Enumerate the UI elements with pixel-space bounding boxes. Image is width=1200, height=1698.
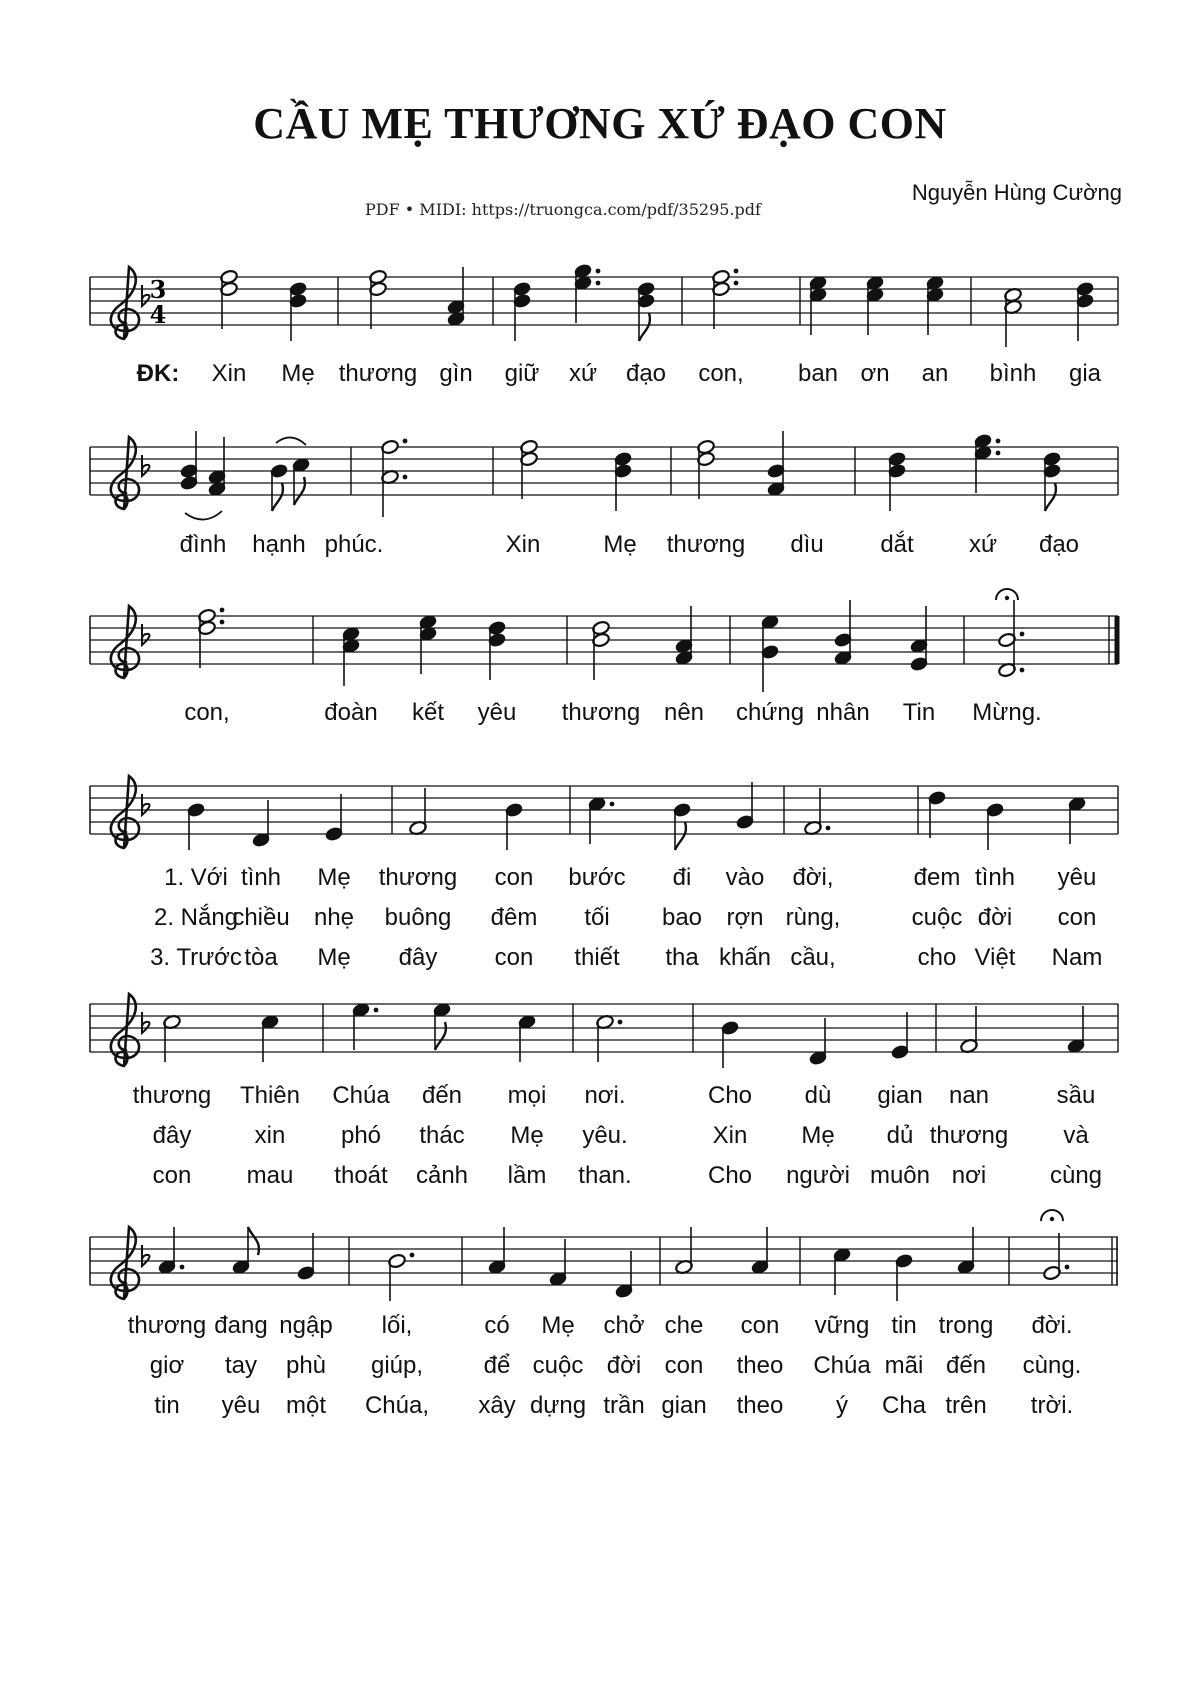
treble-clef-icon	[111, 267, 139, 339]
lyric-word: tay	[224, 1352, 258, 1379]
lyric-word: yêu	[221, 1392, 261, 1419]
lyric-word: đang	[214, 1312, 268, 1339]
treble-clef-icon	[111, 1227, 139, 1299]
lyric-word: mọi	[507, 1082, 547, 1109]
dot	[734, 281, 739, 286]
lyric-word: cuộc	[532, 1352, 584, 1379]
lyric-word: an	[921, 360, 949, 387]
lyric-word: kết	[411, 699, 445, 726]
lyric-word: xứ	[968, 531, 998, 558]
eighth-flag	[248, 1227, 259, 1255]
lyric-word: đêm	[490, 904, 538, 931]
dot	[374, 1008, 379, 1013]
lyric-word: cho	[917, 944, 957, 971]
lyric-word: Chúa	[813, 1352, 871, 1379]
lyric-word: trong	[938, 1312, 994, 1339]
lyric-word: đi	[672, 864, 692, 891]
lyric-word: đây	[152, 1122, 192, 1149]
lyric-word: mau	[246, 1162, 294, 1189]
slur	[185, 511, 222, 520]
lyric-word: Mẹ	[801, 1122, 835, 1149]
dot	[596, 281, 601, 286]
lyric-word: khấn	[718, 944, 772, 971]
lyric-word: thoát	[334, 1162, 388, 1189]
lyric-word: than.	[578, 1162, 632, 1189]
lyric-word: đây	[398, 944, 438, 971]
dot	[996, 451, 1001, 456]
lyric-word: hạnh	[252, 531, 306, 558]
lyric-word: xứ	[568, 360, 598, 387]
lyric-word: cảnh	[415, 1162, 469, 1189]
eighth-flag	[294, 477, 305, 505]
lyric-word: vững	[814, 1312, 870, 1339]
lyric-word: nơi.	[584, 1082, 626, 1109]
lyric-word: sầu	[1056, 1082, 1096, 1109]
flat-key-signature-icon	[142, 624, 149, 645]
lyric-word: yêu.	[582, 1122, 628, 1149]
lyric-word: chiều	[232, 904, 290, 931]
lyric-word: tin	[891, 1312, 917, 1339]
lyric-word: Cho	[707, 1162, 753, 1189]
slur	[276, 437, 306, 445]
lyric-word: bình	[989, 360, 1037, 387]
lyric-word: Mẹ	[510, 1122, 544, 1149]
eighth-flag	[675, 822, 686, 850]
lyric-word: lầm	[507, 1162, 547, 1189]
lyric-word: Mừng.	[972, 699, 1042, 726]
dot	[220, 620, 225, 625]
lyric-word: mãi	[884, 1352, 924, 1379]
lyric-word: đến	[945, 1352, 987, 1379]
lyric-word: rợn	[726, 904, 764, 931]
lyric-word: ban	[797, 360, 839, 387]
lyric-word: nan	[948, 1082, 990, 1109]
lyric-word: vào	[725, 864, 765, 891]
lyric-word: đoàn	[324, 699, 378, 726]
lyric-word: phù	[285, 1352, 327, 1379]
lyric-word: con,	[184, 699, 230, 726]
lyric-word: 1. Với	[164, 864, 228, 891]
lyric-word: đạo	[625, 360, 667, 387]
lyric-word: dìu	[790, 531, 824, 558]
lyric-word: và	[1063, 1122, 1089, 1149]
dot	[826, 826, 831, 831]
treble-clef-icon	[111, 994, 139, 1066]
lyric-word: Chúa,	[364, 1392, 430, 1419]
dot	[1020, 668, 1025, 673]
lyric-word: gìn	[439, 360, 473, 387]
lyric-word: gian	[661, 1392, 707, 1419]
lyric-word: thương	[378, 864, 458, 891]
eighth-flag	[272, 483, 283, 511]
lyric-word: gian	[877, 1082, 923, 1109]
lyric-word: giữ	[504, 360, 540, 387]
lyric-word: thương	[338, 360, 418, 387]
eighth-flag	[435, 1022, 446, 1050]
treble-clef-icon	[111, 776, 139, 848]
dot	[1020, 632, 1025, 637]
lyric-word: Xin	[712, 1122, 748, 1149]
lyric-word: yêu	[1057, 864, 1097, 891]
lyric-word: tòa	[244, 944, 278, 971]
lyric-word: phó	[340, 1122, 382, 1149]
dot	[403, 475, 408, 480]
lyric-word: bước	[568, 864, 626, 891]
lyric-word: cùng	[1049, 1162, 1103, 1189]
lyric-word: Mẹ	[281, 360, 315, 387]
dot	[996, 439, 1001, 444]
lyric-word: giơ	[149, 1352, 185, 1379]
lyric-word: dù	[804, 1082, 832, 1109]
flat-key-signature-icon	[142, 794, 149, 815]
lyric-word: con	[494, 944, 534, 971]
treble-clef-icon	[111, 606, 139, 678]
dot	[610, 802, 615, 807]
lyric-word: lối,	[381, 1312, 413, 1339]
lyric-word: phúc.	[324, 531, 384, 558]
lyric-word: nên	[663, 699, 705, 726]
lyric-word: chứng	[735, 699, 805, 726]
lyric-word: đạo	[1038, 531, 1080, 558]
lyric-word: thương	[929, 1122, 1009, 1149]
lyric-word: trần	[603, 1392, 645, 1419]
lyric-word: muôn	[869, 1162, 931, 1189]
lyric-word: nhẹ	[313, 904, 355, 931]
dot	[1065, 1265, 1070, 1270]
lyric-word: theo	[736, 1392, 784, 1419]
lyric-word: dựng	[529, 1392, 587, 1419]
lyric-word: đời	[977, 904, 1013, 931]
lyric-word: nhân	[816, 699, 870, 726]
lyric-word: thiết	[574, 944, 620, 971]
lyric-word: con,	[698, 360, 744, 387]
flat-key-signature-icon	[142, 1245, 149, 1266]
lyric-word: Mẹ	[317, 864, 351, 891]
lyric-word: Mẹ	[603, 531, 637, 558]
lyric-word: thương	[132, 1082, 212, 1109]
lyric-word: dủ	[886, 1122, 914, 1149]
pdf-midi-link[interactable]: PDF • MIDI: https://truongca.com/pdf/35295.pdf	[365, 200, 761, 219]
lyric-word: Xin	[505, 531, 541, 558]
fermata-dot	[1005, 596, 1009, 600]
lyric-word: con	[1057, 904, 1097, 931]
lyric-word: buông	[384, 904, 452, 931]
dot	[403, 439, 408, 444]
lyric-word: con	[740, 1312, 780, 1339]
lyric-word: thương	[127, 1312, 207, 1339]
flat-key-signature-icon	[142, 1012, 149, 1033]
lyric-word: cùng.	[1022, 1352, 1082, 1379]
lyric-word: Cha	[881, 1392, 927, 1419]
lyric-word: xây	[478, 1392, 516, 1419]
lyric-word: ngập	[279, 1312, 333, 1339]
time-signature-bottom: 4	[149, 300, 167, 329]
lyric-word: Mẹ	[541, 1312, 575, 1339]
lyric-word: Việt	[974, 944, 1016, 971]
lyric-word: thương	[561, 699, 641, 726]
lyric-word: chở	[603, 1312, 645, 1339]
fermata-dot	[1050, 1217, 1054, 1221]
lyric-word: để	[483, 1352, 511, 1379]
lyric-word: có	[484, 1312, 510, 1339]
lyric-word: đem	[913, 864, 961, 891]
lyric-word: đời	[606, 1352, 642, 1379]
lyric-word: cầu,	[790, 944, 836, 971]
lyric-word: nơi	[951, 1162, 987, 1189]
lyric-word: gia	[1068, 360, 1102, 387]
lyric-word: 2. Nắng	[153, 904, 239, 931]
lyric-word: dắt	[880, 531, 914, 558]
lyric-word: rùng,	[785, 904, 841, 931]
lyric-word: bao	[661, 904, 703, 931]
lyric-word: người	[786, 1162, 850, 1189]
dot	[410, 1253, 415, 1258]
lyric-word: trên	[945, 1392, 987, 1419]
lyric-word: Thiên	[239, 1082, 301, 1109]
lyric-word: Cho	[707, 1082, 753, 1109]
lyric-word: thác	[419, 1122, 465, 1149]
lyric-word: đời,	[792, 864, 834, 891]
lyric-word: ý	[836, 1392, 848, 1419]
lyric-word: tha	[665, 944, 699, 971]
dot	[596, 269, 601, 274]
refrain-label: ĐK:	[136, 360, 180, 387]
lyric-word: trời.	[1030, 1392, 1074, 1419]
eighth-flag	[639, 313, 650, 341]
song-title: CẦU MẸ THƯƠNG XỨ ĐẠO CON	[253, 99, 947, 148]
lyric-word: che	[664, 1312, 704, 1339]
lyric-word: giúp,	[370, 1352, 424, 1379]
lyric-word: một	[285, 1392, 327, 1419]
lyric-word: tối	[584, 904, 610, 931]
lyric-word: tình	[240, 864, 282, 891]
lyric-word: con	[664, 1352, 704, 1379]
lyric-word: đình	[179, 531, 227, 558]
lyric-word: 3. Trước	[150, 944, 242, 971]
lyric-word: Mẹ	[317, 944, 351, 971]
lyric-word: yêu	[477, 699, 517, 726]
treble-clef-icon	[111, 437, 139, 509]
lyric-word: Nam	[1051, 944, 1103, 971]
lyric-word: Xin	[211, 360, 247, 387]
dot	[618, 1020, 623, 1025]
dot	[180, 1265, 185, 1270]
dot	[220, 608, 225, 613]
lyric-word: cuộc	[911, 904, 963, 931]
eighth-flag	[1045, 483, 1056, 511]
dot	[734, 269, 739, 274]
lyric-word: con	[494, 864, 534, 891]
lyric-word: theo	[736, 1352, 784, 1379]
flat-key-signature-icon	[142, 285, 149, 306]
lyric-word: tin	[154, 1392, 180, 1419]
lyric-word: ơn	[860, 360, 890, 387]
lyric-word: Chúa	[332, 1082, 390, 1109]
time-signature-top: 3	[149, 275, 167, 304]
flat-key-signature-icon	[142, 455, 149, 476]
lyric-word: Tin	[902, 699, 936, 726]
lyric-word: đời.	[1031, 1312, 1073, 1339]
lyric-word: xin	[254, 1122, 286, 1149]
lyric-word: thương	[666, 531, 746, 558]
lyric-word: tình	[974, 864, 1016, 891]
lyric-word: con	[152, 1162, 192, 1189]
lyric-word: đến	[421, 1082, 463, 1109]
composer-name: Nguyễn Hùng Cường	[911, 180, 1122, 205]
